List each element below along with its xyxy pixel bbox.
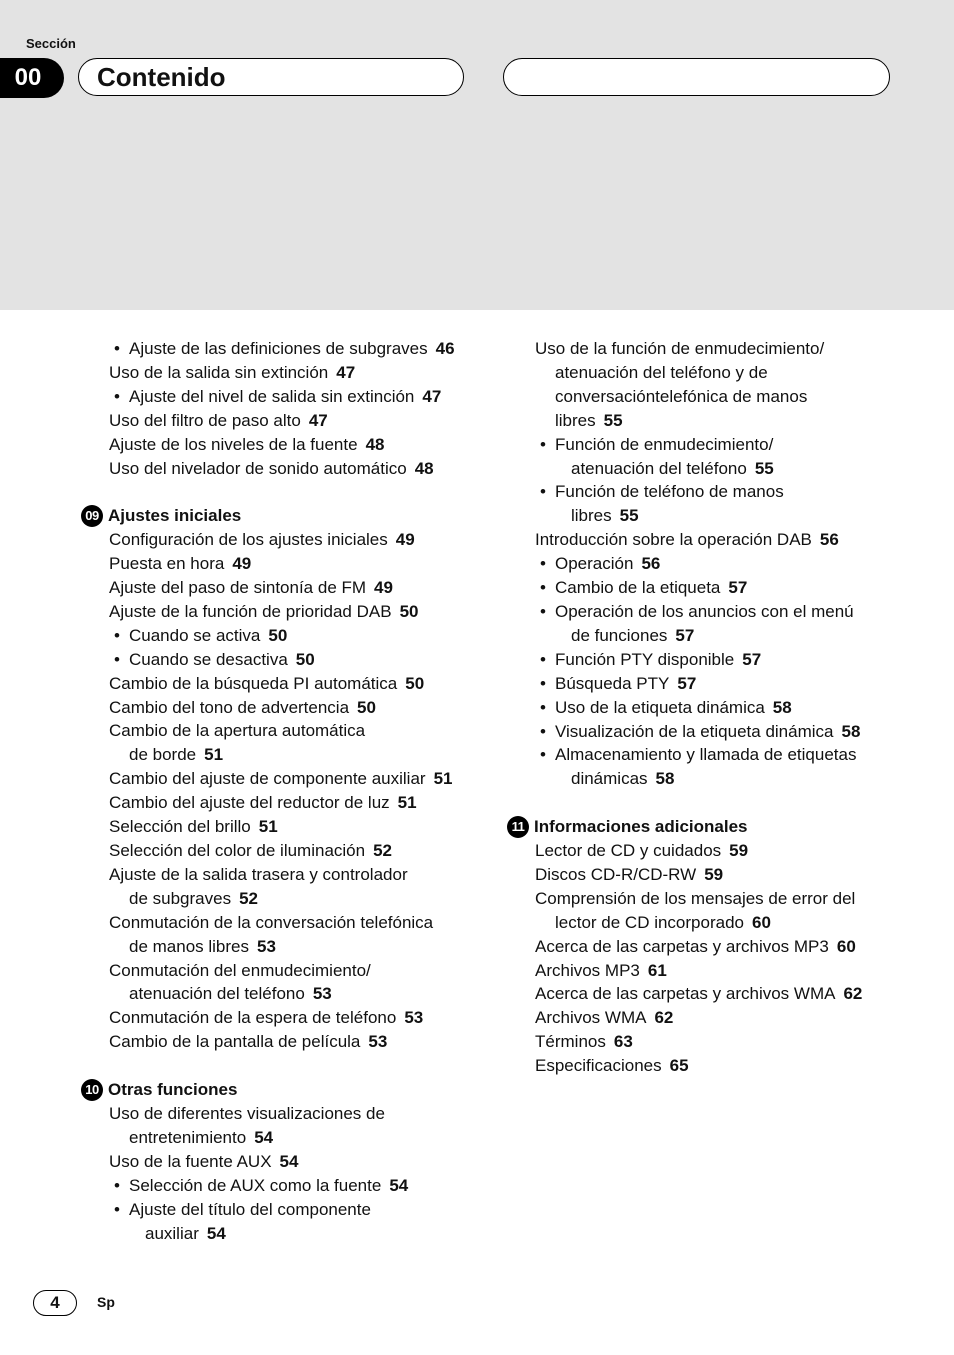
bullet-icon: • [540, 482, 546, 502]
toc-entry [80, 576, 480, 600]
toc-entry [506, 385, 906, 409]
toc-entry [80, 385, 480, 409]
toc-entry-text: Configuración de los ajustes iniciales [109, 530, 388, 550]
toc-entry-text: auxiliar [145, 1223, 199, 1243]
toc-page-number: 53 [368, 1032, 388, 1052]
section-heading-text: Otras funciones [108, 1080, 238, 1100]
toc-page-number: 54 [389, 1175, 409, 1195]
toc-section-heading [80, 1078, 480, 1102]
toc-entry-text: libres [555, 410, 596, 430]
toc-entry-text: de funciones [571, 625, 668, 645]
toc-page-number: 51 [433, 769, 453, 789]
toc-page-number: 59 [704, 864, 724, 884]
toc-entry-text: Conmutación de la conversación telefónica [109, 912, 434, 932]
toc-page-number: 65 [669, 1056, 689, 1076]
toc-page-number: 50 [405, 673, 425, 693]
toc-section-heading [506, 815, 906, 839]
toc-page-number: 54 [206, 1223, 226, 1243]
toc-entry [80, 815, 480, 839]
toc-entry-text: atenuación del teléfono [129, 984, 305, 1004]
section-label: Sección [26, 36, 76, 51]
toc-entry-text: Ajuste de las definiciones de subgraves [129, 339, 428, 358]
toc-entry [80, 863, 480, 887]
toc-entry [80, 1222, 480, 1246]
section-gap [80, 1054, 480, 1078]
toc-entry-text: Visualización de la etiqueta dinámica [555, 721, 834, 741]
toc-page-number: 62 [843, 984, 863, 1004]
bullet-icon: • [540, 745, 546, 765]
toc-page-number: 56 [819, 530, 839, 550]
page-title: Contenido [97, 62, 226, 92]
toc-page-number: 58 [655, 769, 675, 789]
section-gap [80, 480, 480, 504]
section-number-tab: 00 [0, 58, 64, 98]
toc-entry-text: de manos libres [129, 936, 250, 956]
toc-entry [506, 337, 906, 361]
toc-entry-text: Función PTY disponible [555, 649, 735, 669]
toc-entry [80, 552, 480, 576]
toc-entry [80, 433, 480, 457]
toc-page-number: 53 [257, 936, 276, 956]
toc-entry [80, 791, 480, 815]
toc-page-number: 48 [365, 434, 385, 454]
bullet-icon: • [540, 649, 546, 669]
toc-page-number: 57 [728, 578, 748, 598]
toc-entry-text: Selección del color de iluminación [109, 841, 366, 861]
toc-entry-text: Selección de AUX como la fuente [129, 1175, 382, 1195]
toc-entry [506, 409, 906, 433]
toc-entry-text: Función de teléfono de manos [555, 482, 784, 502]
toc-page-number: 54 [279, 1151, 299, 1171]
toc-page-number: 50 [295, 649, 315, 669]
toc-entry-text: Cambio de la pantalla de película [109, 1032, 361, 1052]
toc-left-column [80, 337, 480, 1245]
toc-entry [506, 767, 906, 791]
toc-entry-text: libres [571, 506, 612, 526]
bullet-icon: • [114, 386, 120, 406]
toc-page-number: 50 [399, 601, 419, 621]
bullet-icon: • [540, 697, 546, 717]
toc-page-number: 47 [422, 386, 442, 406]
toc-page-number: 57 [677, 673, 697, 693]
toc-entry [80, 1006, 480, 1030]
toc-entry [506, 863, 906, 887]
toc-page-number: 52 [373, 841, 393, 861]
toc-entry [506, 600, 906, 624]
toc-page-number: 63 [613, 1032, 633, 1052]
toc-entry [80, 457, 480, 481]
toc-entry [506, 480, 906, 504]
toc-entry [80, 935, 480, 959]
toc-entry-text: Ajuste de la función de prioridad DAB [109, 601, 392, 621]
bullet-icon: • [540, 601, 546, 621]
toc-entry-text: Ajuste de los niveles de la fuente [109, 434, 358, 454]
toc-entry-text: Puesta en hora [109, 554, 225, 574]
toc-entry [506, 982, 906, 1006]
bullet-icon: • [114, 1199, 120, 1219]
toc-entry-text: Archivos MP3 [535, 960, 640, 980]
toc-page-number: 56 [641, 554, 661, 574]
toc-entry [506, 504, 906, 528]
toc-entry [506, 887, 906, 911]
toc-entry-text: Cambio de la etiqueta [555, 578, 721, 598]
toc-entry [80, 839, 480, 863]
toc-entry [80, 982, 480, 1006]
toc-entry [80, 719, 480, 743]
toc-entry-text: Uso de diferentes visualizaciones de [109, 1103, 385, 1123]
toc-page-number: 47 [308, 410, 328, 430]
toc-page-number: 54 [254, 1127, 274, 1147]
toc-entry [506, 911, 906, 935]
toc-entry-text: dinámicas [571, 769, 648, 789]
toc-entry [80, 624, 480, 648]
toc-page-number: 50 [268, 625, 288, 645]
toc-entry-text: Especificaciones [535, 1056, 662, 1076]
toc-page-number: 48 [414, 458, 434, 478]
toc-entry-text: Conmutación del enmudecimiento/ [109, 960, 371, 980]
toc-entry [80, 1102, 480, 1126]
toc-entry-text: Acerca de las carpetas y archivos MP3 [535, 936, 829, 956]
toc-entry [80, 528, 480, 552]
toc-entry-text: Ajuste del título del componente [129, 1199, 371, 1219]
bullet-icon: • [540, 434, 546, 454]
toc-entry-text: Uso del nivelador de sonido automático [109, 458, 407, 478]
bullet-icon: • [114, 339, 120, 358]
toc-entry [506, 433, 906, 457]
toc-entry [80, 1030, 480, 1054]
toc-page-number: 58 [841, 721, 861, 741]
toc-entry-text: Uso de la etiqueta dinámica [555, 697, 765, 717]
toc-entry [506, 1054, 906, 1078]
toc-page-number: 51 [204, 745, 224, 765]
toc-entry [80, 1174, 480, 1198]
toc-entry-text: Ajuste del paso de sintonía de FM [109, 578, 367, 598]
toc-entry-text: Uso de la salida sin extinción [109, 362, 329, 382]
toc-entry-text: Uso del filtro de paso alto [109, 410, 301, 430]
blank-title-box [503, 58, 890, 96]
toc-page-number: 57 [675, 625, 695, 645]
toc-entry-text: atenuación del teléfono y de [555, 362, 768, 382]
toc-page-number: 60 [751, 912, 771, 932]
toc-entry [506, 576, 906, 600]
toc-entry-text: Búsqueda PTY [555, 673, 670, 693]
toc-entry-text: atenuación del teléfono [571, 458, 747, 478]
toc-entry [506, 696, 906, 720]
toc-page-number: 61 [647, 960, 667, 980]
toc-entry [506, 839, 906, 863]
toc-right-column [506, 337, 906, 1078]
toc-entry-text: Uso de la función de enmudecimiento/ [535, 339, 825, 358]
toc-entry-text: Selección del brillo [109, 817, 251, 837]
bullet-icon: • [114, 625, 120, 645]
toc-page-number: 55 [754, 458, 774, 478]
toc-entry [506, 959, 906, 983]
toc-page-number: 49 [232, 554, 252, 574]
toc-entry [80, 648, 480, 672]
toc-entry-text: Ajuste del nivel de salida sin extinción [129, 386, 415, 406]
toc-page-number: 60 [836, 936, 856, 956]
toc-page-number: 49 [374, 578, 393, 598]
toc-page-number: 49 [395, 530, 415, 550]
toc-entry [506, 457, 906, 481]
bullet-icon: • [540, 578, 546, 598]
toc-entry [80, 409, 480, 433]
section-number-badge: 11 [507, 816, 529, 838]
toc-entry [80, 743, 480, 767]
toc-entry-text: Operación de los anuncios con el menú [555, 601, 854, 621]
toc-entry-text: Cambio del tono de advertencia [109, 697, 350, 717]
toc-page-number: 53 [404, 1008, 424, 1028]
toc-entry [80, 337, 480, 361]
toc-entry-text: Almacenamiento y llamada de etiquetas [555, 745, 857, 765]
toc-entry [506, 1006, 906, 1030]
section-heading-text: Ajustes iniciales [108, 506, 242, 526]
toc-entry-text: Cuando se desactiva [129, 649, 288, 669]
toc-entry-text: lector de CD incorporado [555, 912, 744, 932]
toc-entry [506, 743, 906, 767]
toc-entry [506, 720, 906, 744]
section-number-badge: 09 [81, 505, 103, 527]
toc-entry-text: Cambio del ajuste del reductor de luz [109, 793, 390, 813]
toc-entry-text: Términos [535, 1032, 606, 1052]
toc-page-number: 58 [772, 697, 792, 717]
toc-entry [506, 361, 906, 385]
section-gap [506, 791, 906, 815]
toc-entry-text: Introducción sobre la operación DAB [535, 530, 812, 550]
title-box [78, 58, 464, 96]
bullet-icon: • [540, 673, 546, 693]
bullet-icon: • [114, 1175, 120, 1195]
toc-entry [80, 672, 480, 696]
toc-page-number: 51 [258, 817, 278, 837]
toc-page-number: 51 [397, 793, 417, 813]
toc-entry [80, 767, 480, 791]
toc-page-number: 62 [654, 1008, 674, 1028]
toc-entry-text: Cambio de la apertura automática [109, 721, 366, 741]
toc-entry [80, 887, 480, 911]
footer-page-number: 4 [33, 1290, 77, 1316]
toc-entry [80, 911, 480, 935]
toc-entry-text: conversacióntelefónica de manos [555, 386, 808, 406]
toc-entry-text: Acerca de las carpetas y archivos WMA [535, 984, 836, 1004]
toc-page-number: 52 [239, 888, 258, 908]
footer-language: Sp [97, 1294, 115, 1310]
toc-page-number: 57 [742, 649, 762, 669]
toc-page-number: 55 [603, 410, 623, 430]
toc-entry [80, 696, 480, 720]
toc-entry [506, 552, 906, 576]
toc-entry-text: Discos CD-R/CD-RW [535, 864, 697, 884]
toc-entry [80, 1126, 480, 1150]
toc-entry [506, 648, 906, 672]
toc-entry-text: Operación [555, 554, 634, 574]
toc-section-heading [80, 504, 480, 528]
toc-entry [506, 935, 906, 959]
toc-entry-text: Archivos WMA [535, 1008, 647, 1028]
section-heading-text: Informaciones adicionales [534, 817, 748, 837]
toc-entry [80, 361, 480, 385]
toc-entry-text: Función de enmudecimiento/ [555, 434, 774, 454]
toc-entry-text: Conmutación de la espera de teléfono [109, 1008, 397, 1028]
toc-entry-text: de borde [129, 745, 197, 765]
toc-entry [506, 624, 906, 648]
toc-entry [80, 1150, 480, 1174]
bullet-icon: • [540, 554, 546, 574]
toc-entry [506, 1030, 906, 1054]
toc-entry-text: Cambio del ajuste de componente auxiliar [109, 769, 426, 789]
bullet-icon: • [540, 721, 546, 741]
section-number-badge: 10 [81, 1079, 103, 1101]
toc-entry-text: Lector de CD y cuidados [535, 841, 722, 861]
toc-entry-text: de subgraves [129, 888, 232, 908]
toc-entry [80, 1198, 480, 1222]
toc-entry-text: entretenimiento [129, 1127, 247, 1147]
toc-entry-text: Cambio de la búsqueda PI automática [109, 673, 398, 693]
toc-entry-text: Uso de la fuente AUX [109, 1151, 272, 1171]
toc-page-number: 53 [312, 984, 332, 1004]
toc-entry [506, 528, 906, 552]
header-band [0, 0, 954, 310]
toc-page-number: 50 [357, 697, 376, 717]
toc-page-number: 59 [729, 841, 749, 861]
toc-entry [80, 959, 480, 983]
bullet-icon: • [114, 649, 120, 669]
toc-entry-text: Comprensión de los mensajes de error del [535, 888, 856, 908]
toc-entry [506, 672, 906, 696]
toc-entry-text: Ajuste de la salida trasera y controlador [109, 864, 408, 884]
toc-page-number: 46 [435, 339, 455, 358]
toc-page-number: 47 [336, 362, 356, 382]
toc-entry-text: Cuando se activa [129, 625, 261, 645]
toc-entry [80, 600, 480, 624]
toc-page-number: 55 [619, 506, 639, 526]
